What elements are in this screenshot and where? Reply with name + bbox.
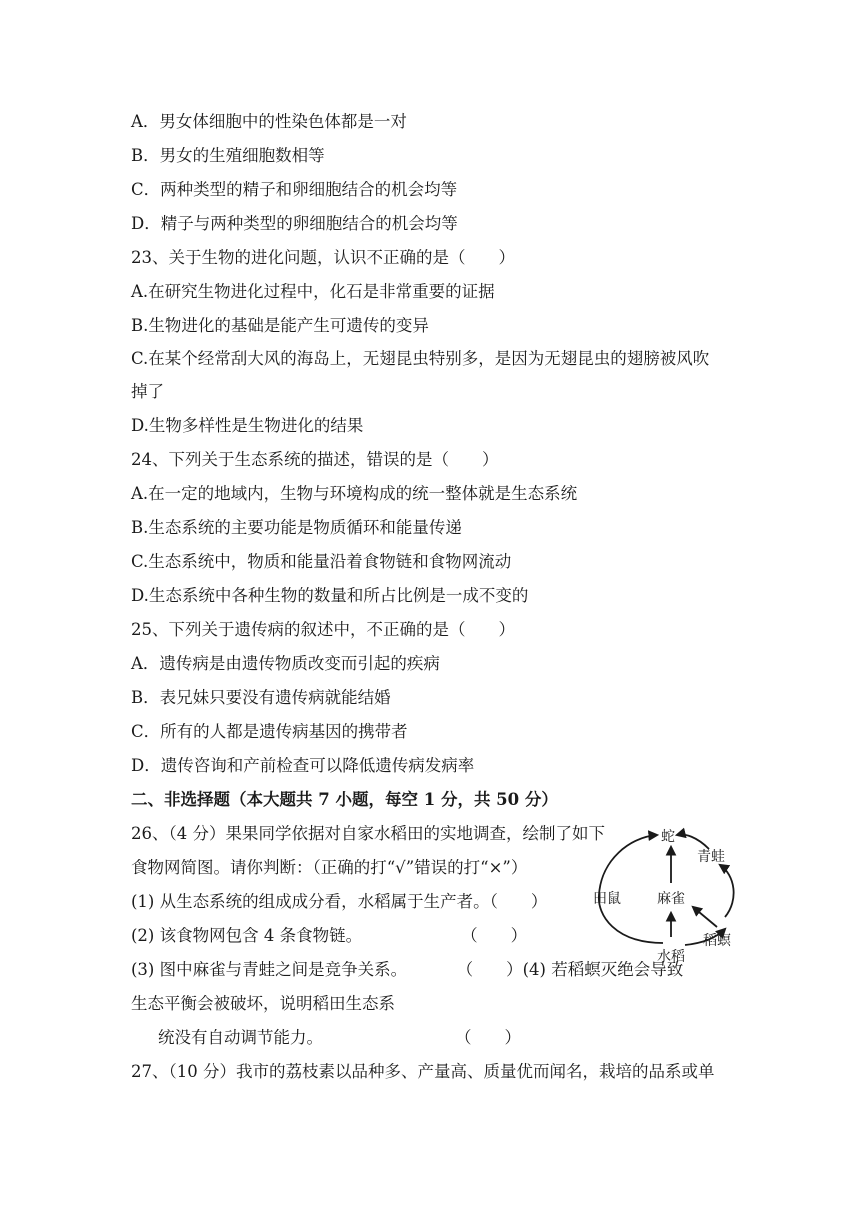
question-26-item-3: (3) 图中麻雀与青蛙之间是竞争关系。 （ ）(4) 若稻螟灭绝会导致 bbox=[131, 960, 684, 979]
option-25-b: B．表兄妹只要没有遗传病就能结婚 bbox=[131, 688, 391, 707]
option-22-a: A．男女体细胞中的性染色体都是一对 bbox=[131, 112, 407, 131]
node-sparrow: 麻雀 bbox=[657, 891, 685, 907]
food-web-diagram bbox=[585, 815, 745, 965]
option-23-b: B.生物进化的基础是能产生可遗传的变异 bbox=[131, 316, 429, 335]
question-26-stem: 26、（4 分）果果同学依据对自家水稻田的实地调查，绘制了如下 bbox=[131, 824, 605, 843]
question-24-stem: 24、下列关于生态系统的描述，错误的是（ ） bbox=[131, 450, 499, 469]
option-22-d: D．精子与两种类型的卵细胞结合的机会均等 bbox=[131, 214, 458, 233]
node-frog: 青蛙 bbox=[697, 849, 725, 865]
option-23-c: C.在某个经常刮大风的海岛上，无翅昆虫特别多，是因为无翅昆虫的翅膀被风吹 bbox=[131, 349, 710, 368]
node-snake: 蛇 bbox=[661, 829, 675, 845]
section-heading: 二、非选择题（本大题共 7 小题，每空 1 分，共 50 分） bbox=[131, 790, 558, 809]
option-24-a: A.在一定的地域内，生物与环境构成的统一整体就是生态系统 bbox=[131, 484, 578, 503]
option-22-c: C．两种类型的精子和卵细胞结合的机会均等 bbox=[131, 180, 458, 199]
food-chain-arc-frog-snake bbox=[677, 835, 709, 849]
question-26-item-4-cont: 生态平衡会被破坏，说明稻田生态系 bbox=[131, 994, 395, 1013]
node-field-mouse: 田鼠 bbox=[593, 891, 621, 907]
question-26-item-4-end: 统没有自动调节能力。 （ ） bbox=[158, 1028, 521, 1047]
question-26-instruction: 食物网简图。请你判断：（正确的打“√”错误的打“×”） bbox=[131, 858, 528, 877]
food-chain-arc-borer-frog bbox=[720, 865, 734, 917]
option-23-a: A.在研究生物进化过程中，化石是非常重要的证据 bbox=[131, 282, 495, 301]
option-25-c: C．所有的人都是遗传病基因的携带者 bbox=[131, 722, 408, 741]
question-26-item-1: (1) 从生态系统的组成成分看，水稻属于生产者。（ ） bbox=[131, 892, 548, 911]
option-25-d: D．遗传咨询和产前检查可以降低遗传病发病率 bbox=[131, 756, 475, 775]
option-23-c-cont: 掉了 bbox=[131, 382, 164, 401]
question-26-item-2: (2) 该食物网包含 4 条食物链。 （ ） bbox=[131, 926, 528, 945]
question-25-stem: 25、下列关于遗传病的叙述中，不正确的是（ ） bbox=[131, 620, 515, 639]
option-23-d: D.生物多样性是生物进化的结果 bbox=[131, 416, 364, 435]
node-rice-borer: 稻螟 bbox=[703, 933, 731, 949]
food-chain-borer-sparrow bbox=[693, 907, 717, 927]
option-24-c: C.生态系统中，物质和能量沿着食物链和食物网流动 bbox=[131, 552, 512, 571]
option-25-a: A．遗传病是由遗传物质改变而引起的疾病 bbox=[131, 654, 440, 673]
question-23-stem: 23、关于生物的进化问题，认识不正确的是（ ） bbox=[131, 248, 515, 267]
node-rice: 水稻 bbox=[657, 949, 685, 965]
option-24-d: D.生态系统中各种生物的数量和所占比例是一成不变的 bbox=[131, 586, 529, 605]
option-22-b: B．男女的生殖细胞数相等 bbox=[131, 146, 325, 165]
question-27-stem: 27、（10 分）我市的荔枝素以品种多、产量高、质量优而闻名，栽培的品系或单 bbox=[131, 1062, 715, 1081]
option-24-b: B.生态系统的主要功能是物质循环和能量传递 bbox=[131, 518, 462, 537]
